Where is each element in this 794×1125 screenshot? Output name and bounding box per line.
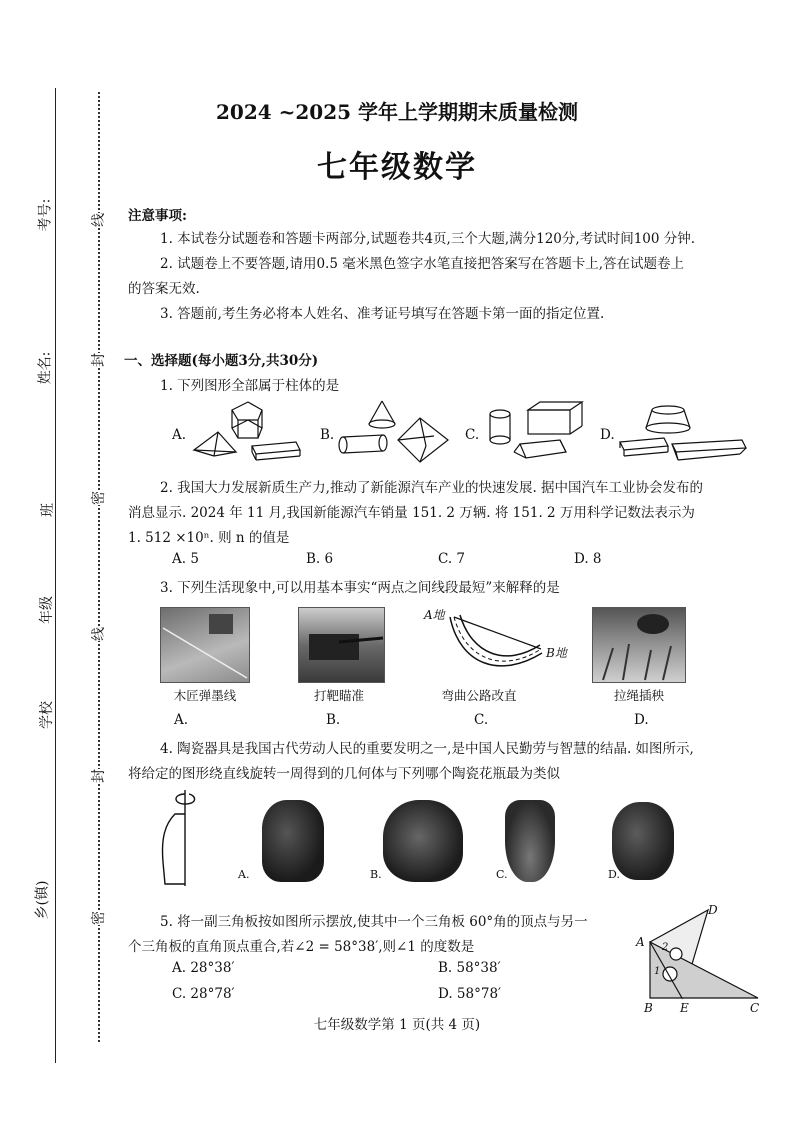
q5-option-a: A. 28°38′ <box>172 960 235 976</box>
q5-label-b: B <box>644 1001 653 1015</box>
subject-title: 七年级数学 <box>317 150 477 185</box>
q5-option-b: B. 58°38′ <box>438 960 501 976</box>
q2-option-d: D. 8 <box>574 551 602 567</box>
seal-char: 封 <box>88 769 108 783</box>
q5-label-angle1: 1 <box>654 966 661 977</box>
q1-option-b: B. <box>320 427 335 443</box>
seal-char: 密 <box>88 491 108 505</box>
q5-label-c: C <box>750 1001 760 1015</box>
q4-vase-d <box>612 802 674 880</box>
q3-photo-carpenter <box>160 607 250 683</box>
margin-label-town: 乡(镇) <box>34 880 51 920</box>
section-heading: 一、选择题(每小题3分,共30分) <box>124 353 319 369</box>
q3-road-figure <box>420 605 580 685</box>
q2-line: 消息显示. 2024 年 11 月,我国新能源汽车销量 151. 2 万辆. 将 151. 2 万用科学记数法表示为 <box>128 505 695 521</box>
q1-figures <box>0 0 794 470</box>
q4-vase-b <box>383 800 463 882</box>
q3-map-label-b: B地 <box>546 646 567 660</box>
q5-label-a: A <box>636 935 645 949</box>
exam-title: 2024 ~2025 学年上学期期末质量检测 <box>215 100 578 124</box>
q3-stem: 3. 下列生活现象中,可以用基本事实“两点之间线段最短”来解释的是 <box>160 580 560 596</box>
q4-option-d: D. <box>608 868 620 881</box>
notice-item: 的答案无效. <box>128 281 200 297</box>
q4-option-a: A. <box>238 868 250 881</box>
notice-item: 2. 试题卷上不要答题,请用0.5 毫米黑色签字水笔直接把答案写在答题卡上,答在试题卷上 <box>160 256 685 272</box>
q5-triangle-figure <box>636 902 766 1014</box>
q4-vase-c <box>505 800 555 882</box>
page-footer: 七年级数学第 1 页(共 4 页) <box>313 1017 481 1033</box>
notice-item: 3. 答题前,考生务必将本人姓名、准考证号填写在答题卡第一面的指定位置. <box>160 306 605 322</box>
q3-caption-rice: 拉绳插秧 <box>613 688 664 703</box>
margin-label-school: 学校 <box>39 701 55 729</box>
q5-line: 个三角板的直角顶点重合,若∠2 = 58°38′,则∠1 的度数是 <box>128 939 475 955</box>
q4-line: 将给定的图形绕直线旋转一周得到的几何体与下列哪个陶瓷花瓶最为类似 <box>128 766 560 782</box>
q1-option-a: A. <box>172 427 187 443</box>
q2-option-b: B. 6 <box>306 551 334 567</box>
q1-option-c: C. <box>465 427 480 443</box>
q3-option-b: B. <box>326 712 341 728</box>
q5-label-angle2: 2 <box>662 942 669 953</box>
q4-line: 4. 陶瓷器具是我国古代劳动人民的重要发明之一,是中国人民勤劳与智慧的结晶. 如图所示, <box>160 741 694 757</box>
notice-item: 1. 本试卷分试题卷和答题卡两部分,试题卷共4页,三个大题,满分120分,考试时间100 分钟. <box>160 231 696 247</box>
q3-option-a: A. <box>174 712 189 728</box>
q2-option-c: C. 7 <box>438 551 466 567</box>
q5-line: 5. 将一副三角板按如图所示摆放,使其中一个三角板 60°角的顶点与另一 <box>160 914 588 930</box>
q3-photo-shooting <box>298 607 385 683</box>
margin-label-name: 姓名: <box>37 351 54 385</box>
q4-option-b: B. <box>370 868 382 881</box>
seal-char: 封 <box>88 353 108 367</box>
seal-char: 线 <box>88 627 108 641</box>
q2-line: 2. 我国大力发展新质生产力,推动了新能源汽车产业的快速发展. 据中国汽车工业协会发布的 <box>160 480 704 496</box>
margin-label-class: 班 <box>40 503 56 517</box>
q3-caption-shooting: 打靶瞄准 <box>313 688 364 703</box>
q2-option-a: A. 5 <box>172 551 199 567</box>
q3-map-label-a: A地 <box>424 608 445 622</box>
q5-option-c: C. 28°78′ <box>172 986 235 1002</box>
q5-option-d: D. 58°78′ <box>438 986 502 1002</box>
margin-label-exam-no: 考号: <box>37 198 54 232</box>
q2-line: 1. 512 ×10ⁿ. 则 n 的值是 <box>128 530 290 546</box>
seal-char: 线 <box>88 213 108 227</box>
q4-option-c: C. <box>496 868 508 881</box>
q4-vase-a <box>262 800 324 882</box>
q5-label-e: E <box>680 1001 689 1015</box>
seal-char: 密 <box>88 911 108 925</box>
q4-rotation-figure <box>155 788 195 888</box>
q1-option-d: D. <box>600 427 615 443</box>
q1-stem: 1. 下列图形全部属于柱体的是 <box>160 378 340 394</box>
q3-caption-road: 弯曲公路改直 <box>441 688 517 703</box>
q3-option-c: C. <box>474 712 489 728</box>
notice-heading: 注意事项: <box>128 208 187 224</box>
q3-option-d: D. <box>634 712 649 728</box>
margin-label-grade: 年级 <box>39 596 55 624</box>
q3-photo-rice <box>592 607 686 683</box>
q3-caption-carpenter: 木匠弹墨线 <box>173 688 237 703</box>
q5-label-d: D <box>708 903 718 917</box>
